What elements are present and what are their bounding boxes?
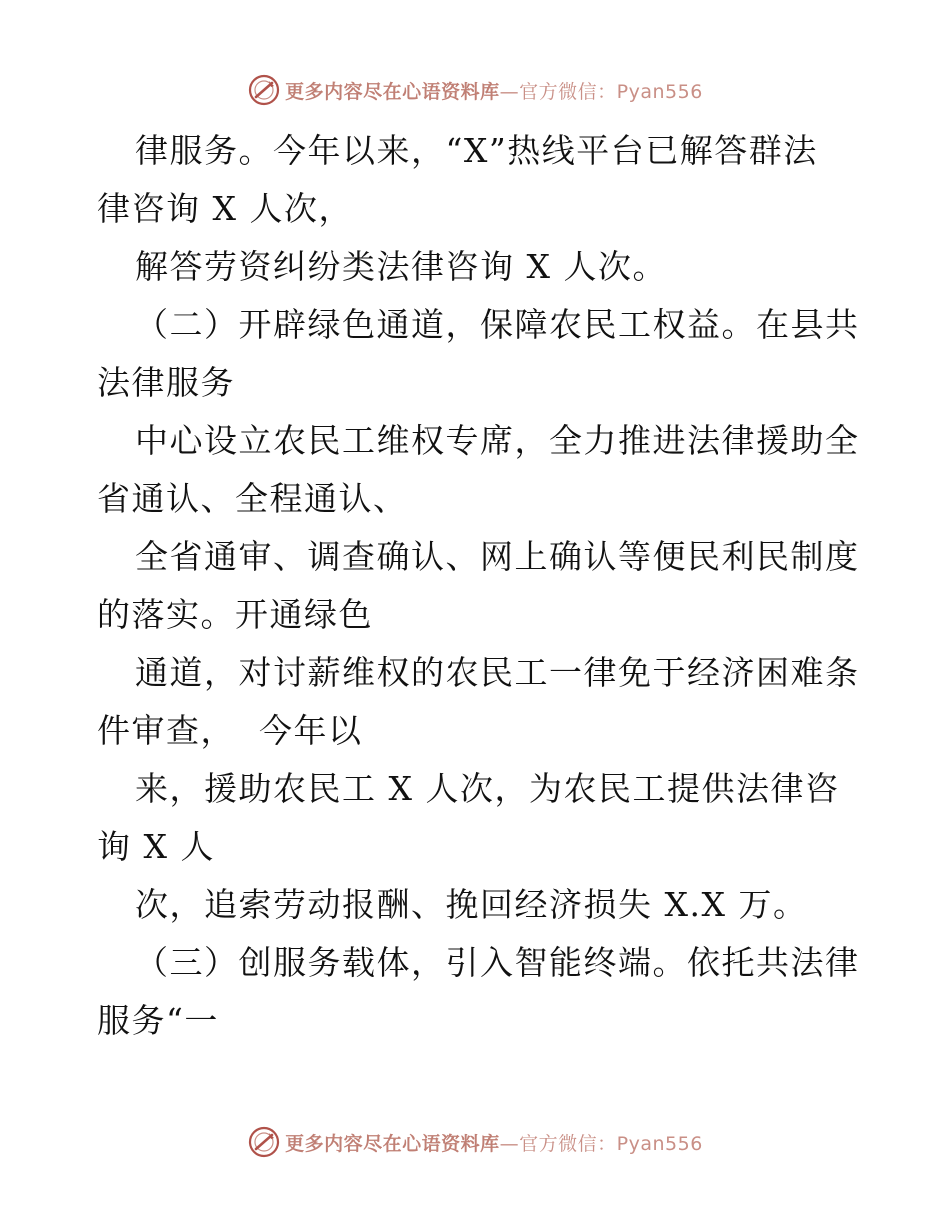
text-line: 省通认、全程通认、 bbox=[97, 479, 408, 518]
text-line: 次，追索劳动报酬、挽回经济损失 X.X 万。 bbox=[135, 885, 808, 924]
text-line: 解答劳资纠纷类法律咨询 X 人次。 bbox=[135, 247, 667, 286]
text-line: 中心设立农民工维权专席，全力推进法律援助全 bbox=[135, 421, 860, 460]
watermark-text bbox=[285, 1129, 703, 1156]
logo-icon bbox=[247, 1125, 281, 1159]
text-line: 全省通审、调查确认、网上确认等便民利民制度 bbox=[135, 537, 860, 576]
text-line: （二）开辟绿色通道，保障农民工权益。在县共 bbox=[135, 305, 860, 344]
document-body bbox=[97, 122, 860, 1050]
logo-icon bbox=[247, 73, 281, 107]
watermark-brand: 更多内容尽在心语资料库 bbox=[285, 80, 500, 103]
text-line: 询 X 人 bbox=[97, 827, 215, 866]
text-line: 件审查， 今年以 bbox=[97, 711, 363, 750]
header-watermark bbox=[0, 70, 950, 110]
watermark-brand: 更多内容尽在心语资料库 bbox=[285, 1132, 500, 1155]
watermark-wechat: —官方微信：Pyan556 bbox=[499, 80, 703, 103]
text-line: 法律服务 bbox=[97, 363, 235, 402]
footer-watermark bbox=[0, 1122, 950, 1162]
text-line: 通道，对讨薪维权的农民工一律免于经济困难条 bbox=[135, 653, 860, 692]
text-line: （三）创服务载体，引入智能终端。依托共法律 bbox=[135, 943, 860, 982]
watermark-text bbox=[285, 77, 703, 104]
text-line: 的落实。开通绿色 bbox=[97, 595, 373, 634]
text-line: 律服务。今年以来，“X”热线平台已解答群法 bbox=[135, 131, 818, 170]
text-line: 来，援助农民工 X 人次，为农民工提供法律咨 bbox=[135, 769, 840, 808]
text-line: 服务“一 bbox=[97, 1001, 219, 1040]
watermark-wechat: —官方微信：Pyan556 bbox=[499, 1132, 703, 1155]
text-line: 律咨询 X 人次， bbox=[97, 189, 353, 228]
